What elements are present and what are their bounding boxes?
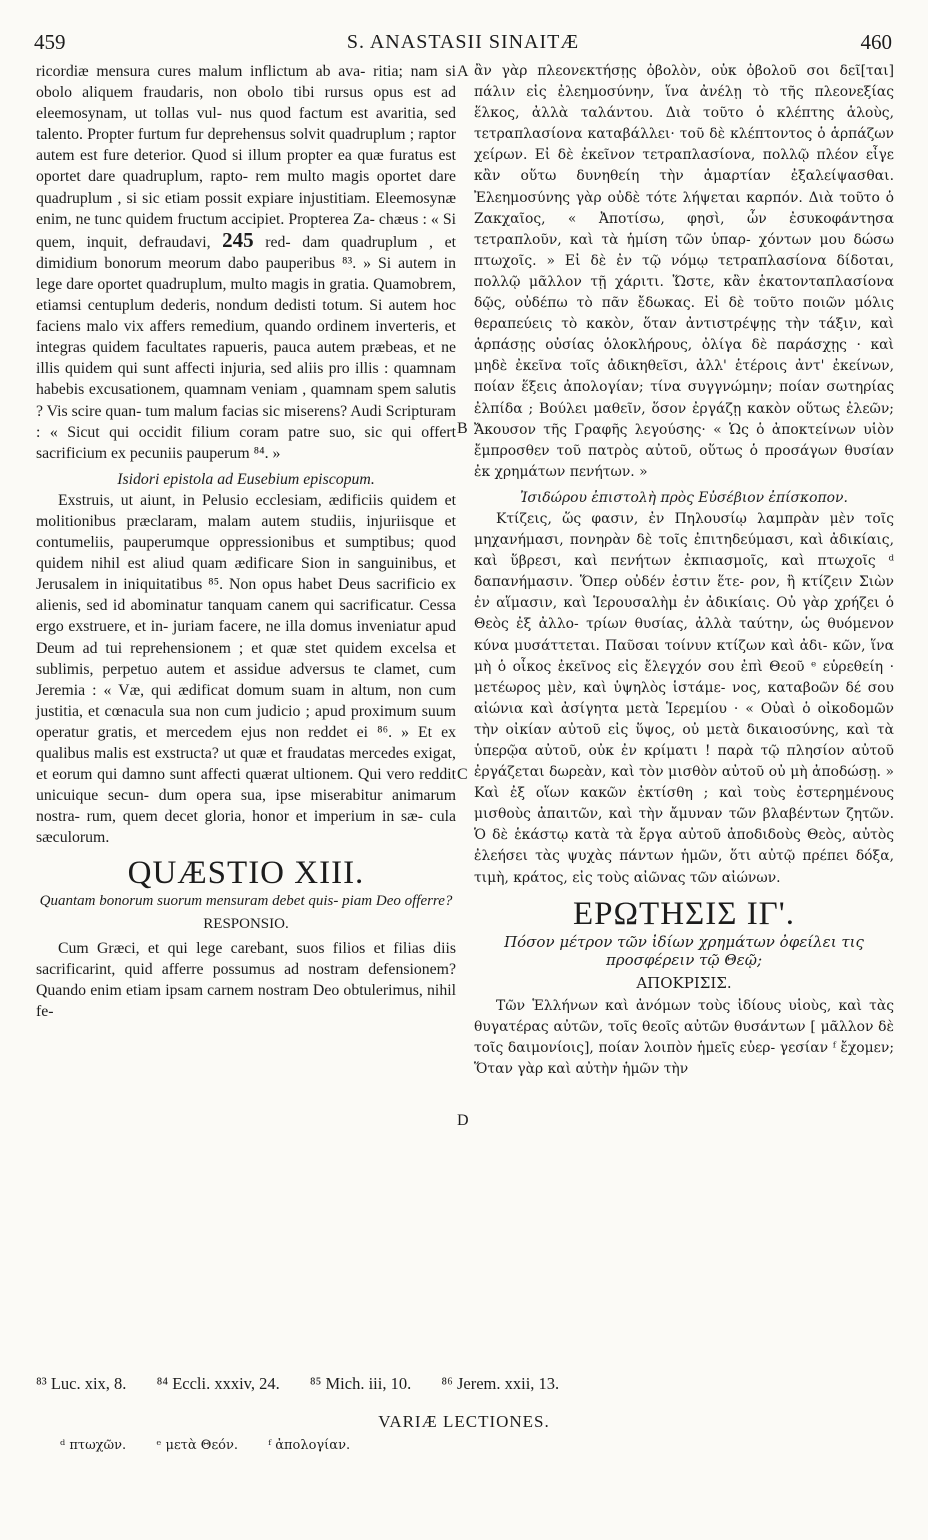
variant-reading: ᶠ ἀπολογίαν.	[268, 1438, 351, 1453]
footnote: ⁸⁴ Eccli. xxxiv, 24.	[156, 1374, 280, 1393]
latin-epistle-title: Isidori epistola ad Eusebium episcopum.	[117, 470, 375, 488]
margin-marker-b: B	[457, 420, 468, 437]
latin-responsio: RESPONSIO.	[203, 916, 289, 933]
margin-marker-a: A	[457, 63, 469, 80]
greek-paragraph-3: Τῶν Ἑλλήνων καὶ ἀνόμων τοὺς ἰδίους υἱοὺς, καὶ τὰς θυγατέρας αὐτῶν, τοῖς θεοῖς αὐτῶν θυσάντων [ μᾶλλον δὲ τοῖς δαιμονίοις], ποίαν λοιπὸν ἡμεῖς εὐερ- γεσίαν ᶠ ἔχομεν; Ὅταν γὰρ καὶ αὐτὴν ἡμῶν τὴν	[474, 997, 894, 1078]
page-number-right: 460	[860, 30, 892, 54]
column-number: 245	[222, 227, 254, 252]
footnote: ⁸³ Luc. xix, 8.	[36, 1374, 127, 1393]
latin-paragraph-2: Exstruis, ut aiunt, in Pelusio ecclesiam, ædificiis quidem et molitionibus præclaram, malam autem studiis, injuriisque et contumeliis, pauperumque oppressionibus et sumptibus; quod quidem nihil est aliud quam ædificare Sion in sanguinibus, et Jerusalem in iniquitatibus ⁸⁵. Non opus habet Deus sacrificio ex alienis, sed id abominatur tanquam canem qui sacrificatur. Cessa ergo exstruere, et in- juriam facere, ne illa domus inveniatur apud Deum ad tui reprehensionem ; et quæ stet quidem excelsa et sublimis, perpetuo autem et assidue adversus te clamet, cum Jeremia : « Væ, qui ædificat domum suam in altum, non cum justitia, et cœnacula sua non cum judicio ; apud proximum suum operatur gratis, et mercedem ejus non reddet ei ⁸⁶. » Et ex qualibus malis est exstructa? ut quæ et fraudatas mercedes exigat, et eorum qui damno sunt affecti quærat ultionem. Qui vero reddit unicuique secun- dum opera sua, ipse miserabitur animarum nostra- rum, quem decet gloria, honor et imperium in sæ- cula sæculorum.	[36, 491, 456, 847]
greek-question-subtitle: Πόσον μέτρον τῶν ἰδίων χρημάτων ὀφείλει τις προσφέρειν τῷ Θεῷ;	[504, 932, 864, 969]
greek-column	[474, 61, 894, 1080]
latin-column	[36, 61, 456, 1022]
footnote: ⁸⁶ Jerem. xxii, 13.	[441, 1374, 560, 1393]
variae-lectiones-title: VARIÆ LECTIONES.	[378, 1412, 550, 1431]
footnote: ⁸⁵ Mich. iii, 10.	[309, 1374, 412, 1393]
margin-marker-d: D	[457, 1112, 469, 1129]
latin-question-subtitle: Quantam bonorum suorum mensuram debet quis- piam Deo offerre?	[39, 893, 453, 910]
greek-question-title: ΕΡΩΤΗΣΙΣ ΙΓ'.	[573, 895, 795, 932]
variant-reading: ᵉ μετὰ Θεόν.	[156, 1438, 239, 1453]
latin-question-title: QUÆSTIO XIII.	[127, 855, 365, 892]
latin-paragraph-3: Cum Græci, et qui lege carebant, suos filios et filias diis sacrificarint, quid afferre possumus ad nostram defensionem? Quando enim etiam ipsam carnem nostram Deo obtulerimus, nihil fe-	[36, 939, 456, 1020]
greek-responsio: ΑΠΟΚΡΙΣΙΣ.	[636, 973, 732, 992]
footnotes	[36, 1374, 894, 1394]
greek-epistle-title: Ἰσιδώρου ἐπιστολὴ πρὸς Εὐσέβιον ἐπίσκοπον.	[520, 489, 848, 506]
latin-paragraph-1: ricordiæ mensura cures malum inflictum ab ava- ritia; nam si obolo aliquem fraudaris, non obolo tibi rursus opus est ad eleemosynam, ut tollas vul- nus quod factum est avaritia, sed talento. Propter furtum fur deprehensus solvit quadruplum ; raptor autem est fure deterior. Quod si illum propter ea quæ furatus est oportet dare quadruplum, rapto- rem multo magis oportet dare quadruplum , si sic etiam possit expiare injustitiam. Eleemosynæ enim, ne tunc quidem fructum accipiet. Propterea Za- chæus : « Si quem, inquit, defraudavi, 245 red- dam quadruplum , et dimidium bonorum meorum dabo pauperibus ⁸³. » Si autem in lege dare oportet quadruplum, multo magis in gratia. Quamobrem, etiamsi centuplum dederis, nondum dedisti totum. Si autem hoc faciens malo vix affers remedium, quando ordinem inverteris, et integras quidem facultates rapueris, pauca autem præbeas, et ne illis quidem qui sunt affecti injuria, sed aliis pro illis : quamnam habebis excusationem, quamnam veniam , quamnam spem salutis ? Vis scire quan- tum malum facias sic miserens? Audi Scripturam : « Sicut qui occidit filium coram patre suo, sic qui offert sacrificium ex pecuniis pauperum ⁸⁴. »	[36, 63, 456, 462]
variant-reading: ᵈ πτωχῶν.	[60, 1438, 127, 1453]
greek-paragraph-2: Κτίζεις, ὥς φασιν, ἐν Πηλουσίῳ λαμπρὰν μὲν τοῖς μηχανήμασι, πονηρὰν δὲ τοῖς ἐπιτηδεύμασι, καὶ ἀδικίαις, καὶ ὕβρεσι, καὶ πενήτων ἐκπιασμοῖς, καὶ πτωχοῖς ᵈ δαπανήμασιν. Ὅπερ οὐδέν ἐστιν ἕτε- ρον, ἢ κτίζειν Σιὼν ἐν αἵμασιν, καὶ Ἱερουσαλὴμ ἐν ἀδικίαις. Οὐ γὰρ χρήζει ὁ Θεὸς ἐξ ἀλλο- τρίων θυσίας, ἀλλὰ ταύτην, ὡς θυόμενον κύνα μυσάττεται. Παῦσαι τοίνυν κτίζων καὶ ἀδι- κῶν, ἵνα μὴ ὁ οἶκος ἐκεῖνος εἰς ἔλεγχόν σου ἐπὶ Θεοῦ ᵉ εὑρεθείη · μετέωρος μὲν, καὶ ὑψηλὸς ἱστάμε- νος, καταβοῶν δέ σου αἰώνια καὶ ἀσίγητα μετὰ Ἱερεμίου · « Οὐαὶ ὁ οἰκοδομῶν τὴν οἰκίαν αὐτοῦ εἰς ὕψος, οὐ μετὰ δικαιοσύνης, καὶ τὰ ὑπερῷα αὐτοῦ, οὐκ ἐν κρίματι ! παρὰ τῷ πλησίον αὐτοῦ ἐργάζεται δωρεὰν, καὶ τὸν μισθὸν αὐτοῦ οὐ μὴ ἀποδώσῃ. » Καὶ ἐξ οἵων κακῶν ἐκτίσθη ; καὶ τοὺς ἐστερημένους μισθοὺς ἀπαιτῶν, καὶ τὴν ἄμυναν τῶν βλαβέντων ζητῶν. Ὁ δὲ ἑκάστῳ κατὰ τὰ ἔργα αὐτοῦ ἀποδιδοὺς Θεὸς, αὐτὸς ἐλεήσει τὰς ψυχὰς πάντων ἡμῶν, ὅτι αὐτῷ πρέπει δόξα, τιμὴ, κράτος, εἰς τοὺς αἰῶνας τῶν αἰώνων.	[474, 510, 894, 886]
greek-paragraph-1: ἂν γὰρ πλεονεκτήσῃς ὀβολὸν, οὐκ ὀβολοῦ σοι δεῖ[ται] πάλιν εἰς ἐλεημοσύνην, ἵνα ἀνέλῃ τὸ τῆς πλεονεξίας ἕλκος, ἀλλὰ ταλάντου. Διὰ τοῦτο ὁ κλέπτης ἁλοὺς, τετραπλασίονα καταβάλλει· τοῦ δὲ κλέπτοντος ὁ ἁρπάζων χείρων. Εἰ δὲ ἐκεῖνον τετραπλασίονα, πολλῷ πλέον εἶγε κἂν οὕτω δυνηθείη τὴν ἁμαρτίαν ἐξαλείψασθαι. Ἐλεημοσύνης γὰρ οὐδὲ τότε λήψεται καρπόν. Διὰ τοῦτο ὁ Ζακχαῖος, « Ἀποτίσω, φησὶ, ὧν ἐσυκοφάντησα τετραπλοῦν, καὶ τὰ ἡμίση τῶν ὑπαρ- χόντων μου δώσω πτωχοῖς. » Εἰ δὲ ἐν τῷ νόμῳ τετραπλασίονα δίδοται, πολλῷ μᾶλλον τῇ χάριτι. Ὥστε, κἂν ἑκατονταπλασίονα δῷς, οὐδέπω τὸ πᾶν ἔδωκας. Εἰ δὲ τοῦτο ποιῶν μόλις θεραπεύεις τὸ κακὸν, ὅταν ἀντιστρέψῃς τὴν τάξιν, καὶ ἁρπάσῃς οὐσίας ὁλοκλήρους, ὀλίγα δὲ παράσχῃς · καὶ μηδὲ ἐκεῖνα τοῖς ἀδικηθεῖσι, ἀλλ' ἑτέροις ἀντ' ἐκείνων, ποίαν ἕξεις ἀπολογίαν; τίνα συγγνώμην; ποίαν σωτηρίας ἐλπίδα ; Βούλει μαθεῖν, ὅσον ἐργάζῃ κακὸν οὕτως ἐλεῶν; Ἄκουσον τῆς Γραφῆς λεγούσης· « Ὡς ὁ ἀποκτείνων υἱὸν ἔμπροσθεν τοῦ πατρὸς αὐτοῦ, οὕτως ὁ προσάγων θυσίαν ἐκ χρημάτων πενήτων. »	[474, 63, 894, 480]
page-number-left: 459	[34, 30, 66, 54]
running-title: S. ANASTASII SINAITÆ	[346, 31, 580, 53]
page-header	[34, 30, 892, 60]
variae-lectiones-list	[60, 1438, 376, 1453]
margin-marker-c: C	[457, 766, 468, 783]
